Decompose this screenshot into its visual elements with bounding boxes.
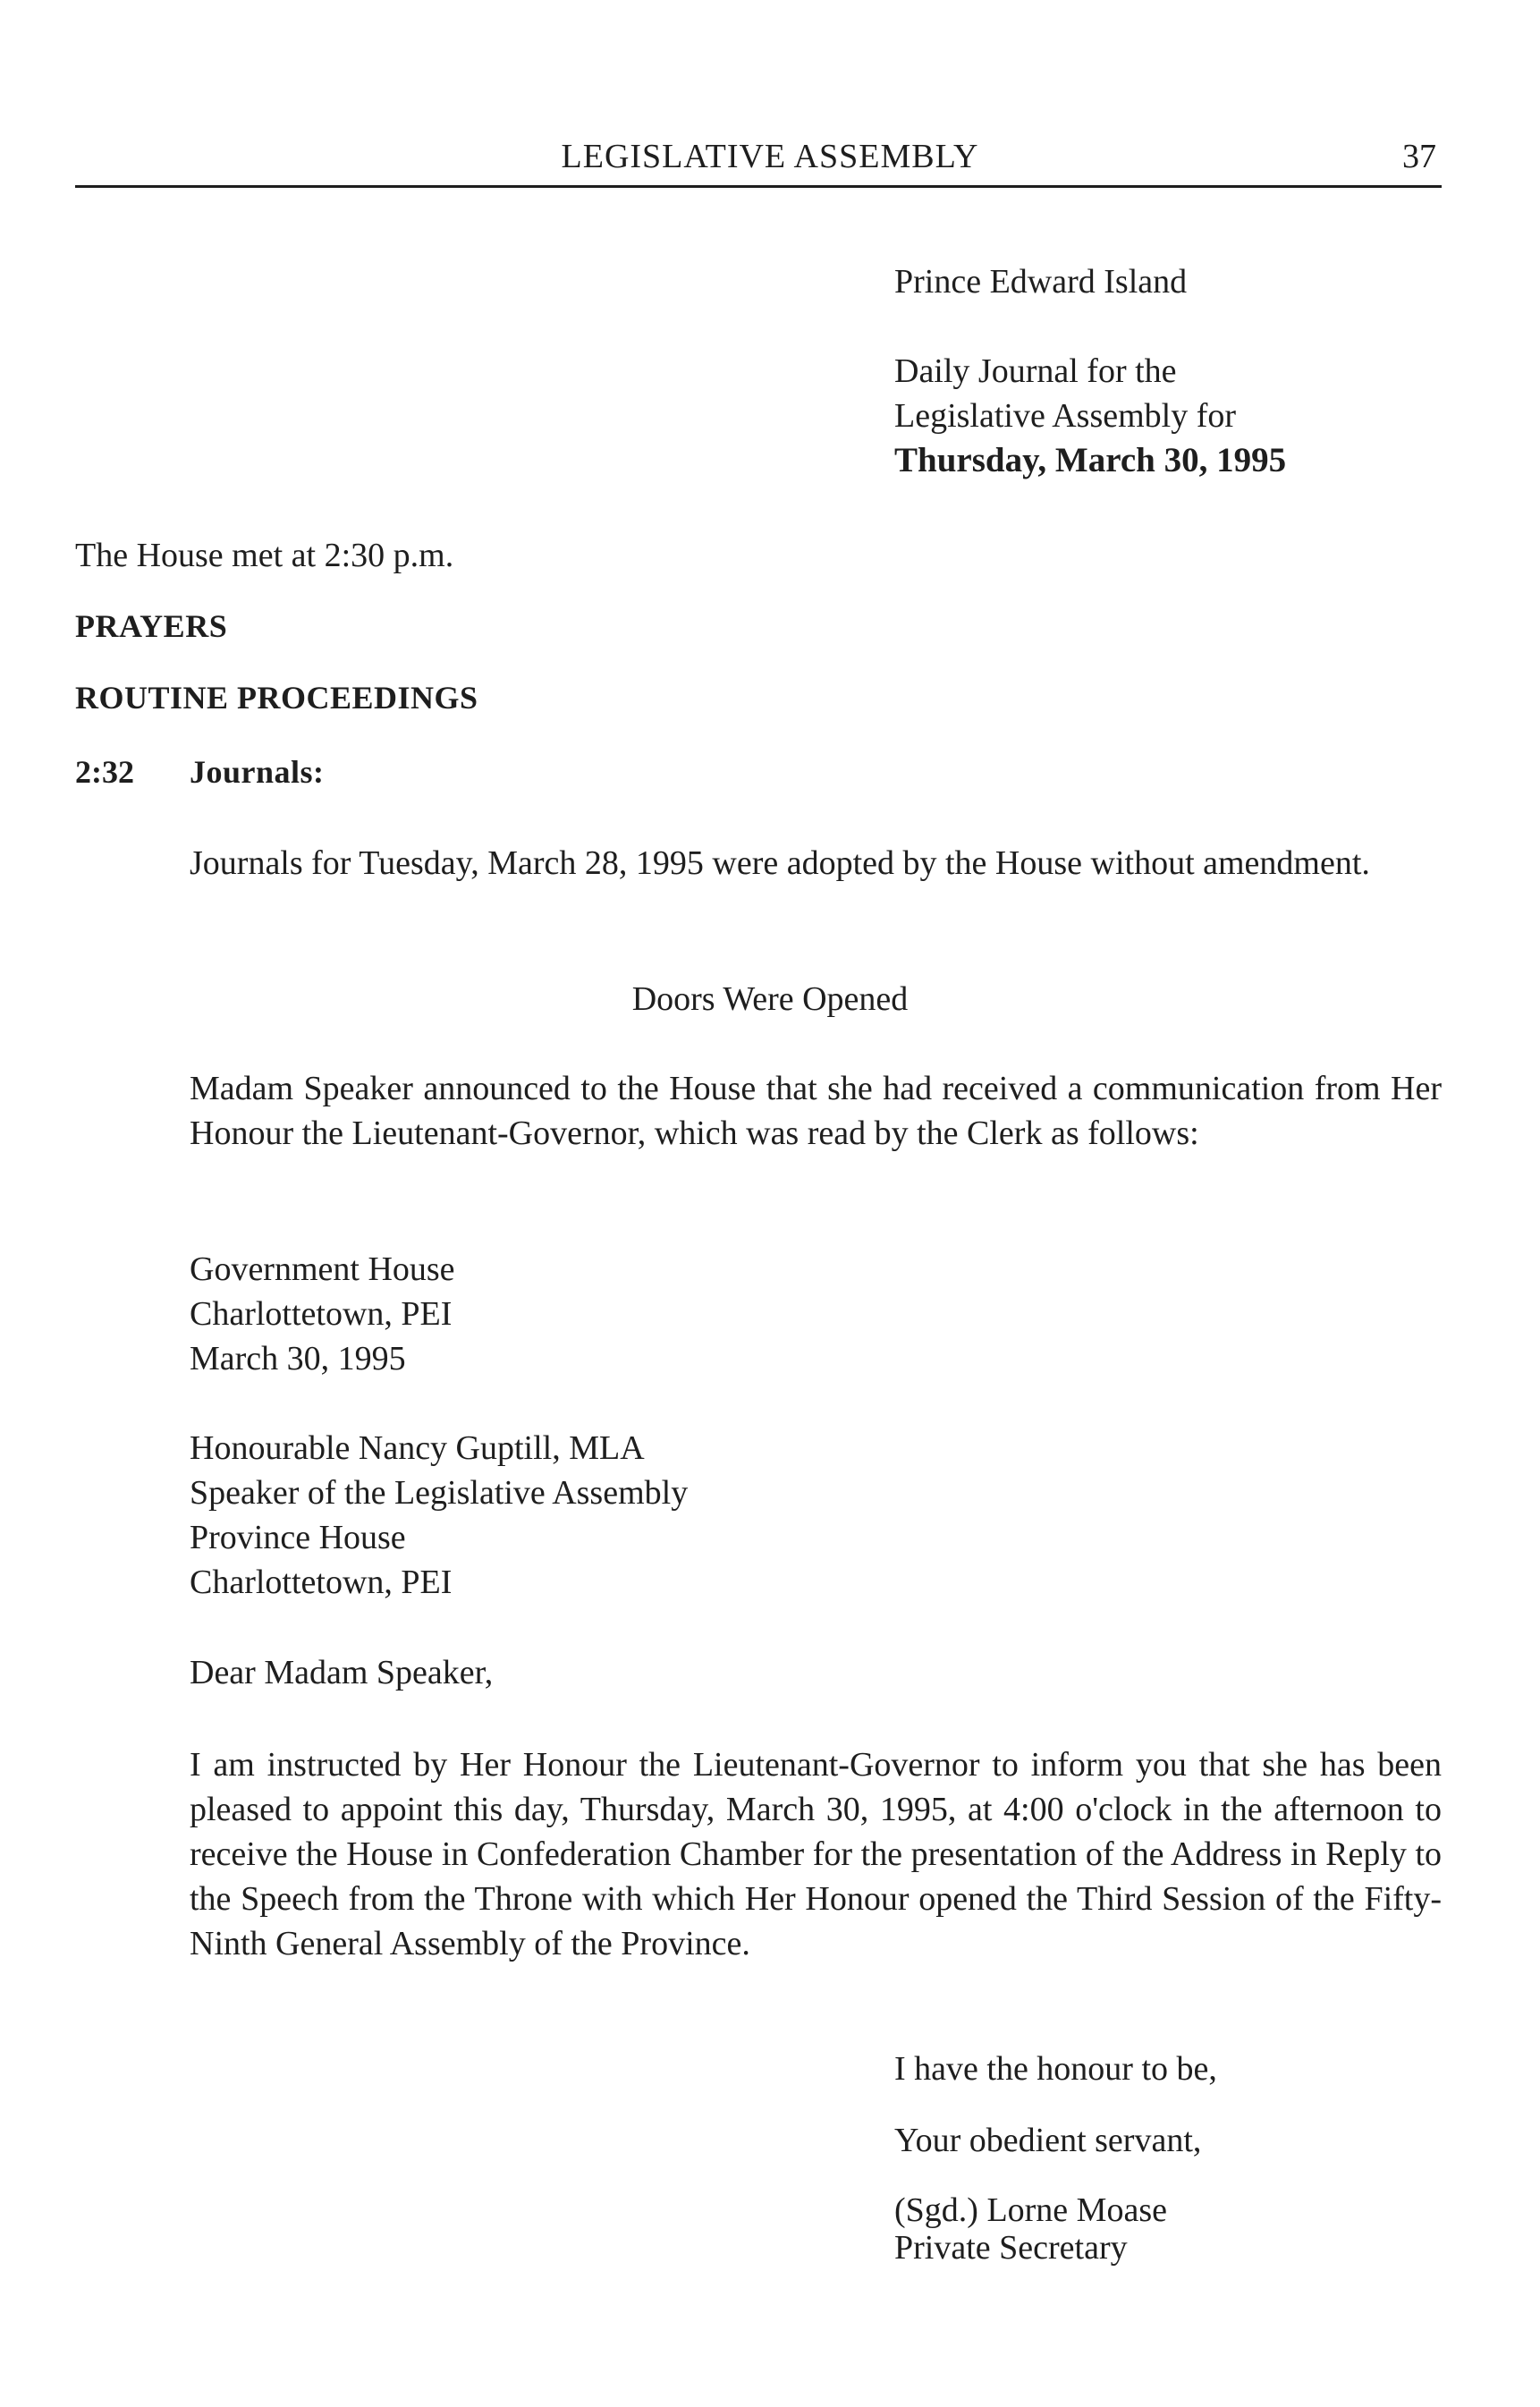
- province-name: Prince Edward Island: [894, 263, 1188, 301]
- journal-date: Thursday, March 30, 1995: [894, 441, 1287, 479]
- heading-routine-proceedings: ROUTINE PROCEEDINGS: [75, 680, 478, 716]
- sender-address: [190, 1247, 1084, 1381]
- letter-body: I am instructed by Her Honour the Lieutenant-Governor to inform you that she has been pleased to appoint this day, Thursday, March 30, 1995, at 4:00 o'clock in the afternoon to receive the House in Confederation Chamber for the presentation of the Address in Reply to the Speech from the Throne with which Her Honour opened the Third Session of the Fifty-Ninth General Assembly of the Province.: [190, 1746, 1442, 1962]
- journal-title-line-2: Legislative Assembly for: [894, 397, 1237, 435]
- journal-title-block: [894, 259, 1449, 483]
- signature-block: [894, 2191, 1449, 2267]
- address-line: March 30, 1995: [190, 1340, 406, 1377]
- header-rule: [75, 185, 1442, 188]
- signature-name: (Sgd.) Lorne Moase: [894, 2191, 1167, 2229]
- page-number: 37: [1402, 138, 1436, 175]
- recipient-address: [190, 1426, 1084, 1605]
- address-line: Charlottetown, PEI: [190, 1295, 453, 1333]
- closing-line-2: Your obedient servant,: [894, 2122, 1202, 2159]
- address-line: Government House: [190, 1250, 455, 1288]
- journals-paragraph: Journals for Tuesday, March 28, 1995 were adopted by the House without amendment.: [190, 844, 1370, 882]
- address-line: Honourable Nancy Guptill, MLA: [190, 1429, 645, 1467]
- opening-statement: The House met at 2:30 p.m.: [75, 537, 454, 574]
- heading-prayers: PRAYERS: [75, 608, 228, 644]
- signer-title: Private Secretary: [894, 2229, 1128, 2267]
- running-header-title: LEGISLATIVE ASSEMBLY: [561, 138, 979, 175]
- journal-title-line-1: Daily Journal for the: [894, 352, 1177, 390]
- address-line: Charlottetown, PEI: [190, 1564, 453, 1601]
- section-label-journals: Journals:: [190, 754, 325, 790]
- address-line: Speaker of the Legislative Assembly: [190, 1474, 689, 1512]
- doors-opened-notice: Doors Were Opened: [631, 980, 909, 1018]
- closing-line-1: I have the honour to be,: [894, 2050, 1217, 2088]
- section-time: 2:32: [75, 754, 134, 790]
- salutation: Dear Madam Speaker,: [190, 1654, 494, 1691]
- address-line: Province House: [190, 1519, 406, 1556]
- communication-announcement: Madam Speaker announced to the House that she had received a communication from Her Honour the Lieutenant-Governor, which was read by the Clerk as follows:: [190, 1070, 1442, 1152]
